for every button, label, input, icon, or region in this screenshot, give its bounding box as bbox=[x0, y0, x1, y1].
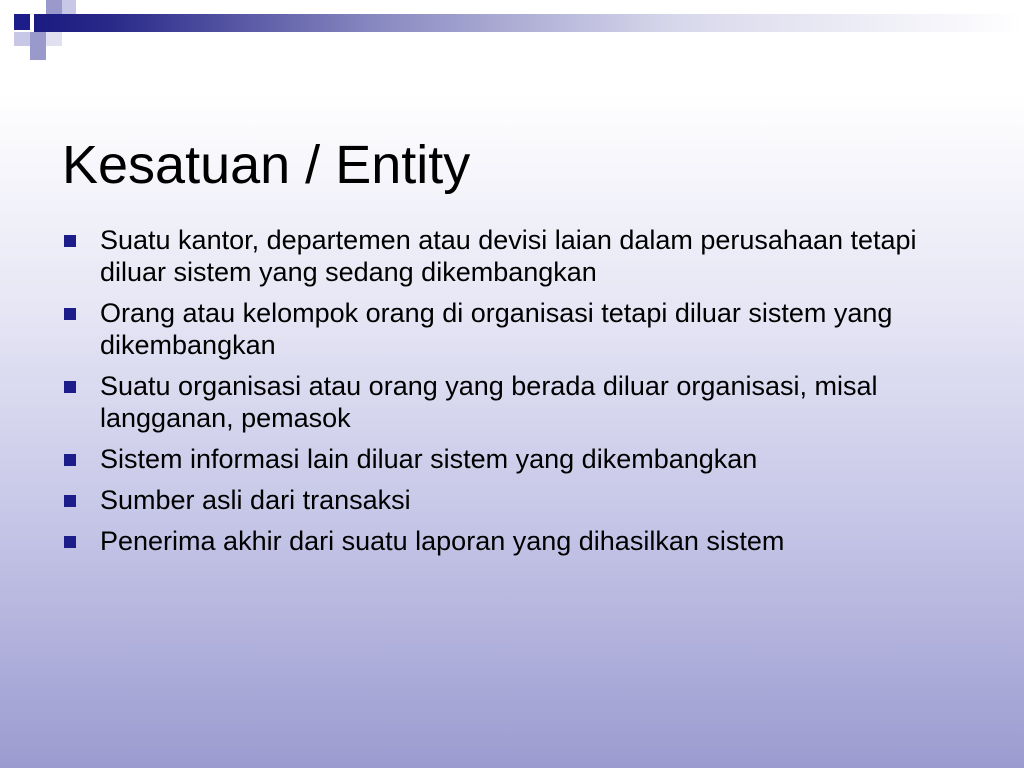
decoration-square bbox=[14, 14, 30, 30]
decoration-square bbox=[14, 32, 30, 46]
square-bullet-icon bbox=[64, 235, 76, 247]
decoration-square bbox=[46, 32, 62, 46]
list-item bbox=[62, 370, 962, 434]
list-item bbox=[62, 297, 962, 361]
square-bullet-icon bbox=[64, 536, 76, 548]
bullet-list bbox=[62, 224, 962, 566]
list-item bbox=[62, 224, 962, 288]
bullet-text: Sistem informasi lain diluar sistem yang dikembangkan bbox=[100, 444, 758, 474]
bullet-text: Sumber asli dari transaksi bbox=[100, 485, 411, 515]
square-bullet-icon bbox=[64, 495, 76, 507]
bullet-text: Orang atau kelompok orang di organisasi tetapi diluar sistem yang dikembangkan bbox=[100, 298, 893, 360]
list-item bbox=[62, 443, 962, 475]
square-bullet-icon bbox=[64, 454, 76, 466]
bullet-text: Penerima akhir dari suatu laporan yang dihasilkan sistem bbox=[100, 526, 785, 556]
header-decoration bbox=[0, 0, 1024, 64]
decoration-square bbox=[30, 32, 46, 46]
bullet-text: Suatu kantor, departemen atau devisi laian dalam perusahaan tetapi diluar sistem yang sedang dikembangkan bbox=[100, 225, 917, 287]
list-item bbox=[62, 525, 962, 557]
decoration-square bbox=[30, 46, 46, 60]
decoration-square bbox=[62, 0, 76, 14]
square-bullet-icon bbox=[64, 308, 76, 320]
slide-title: Kesatuan / Entity bbox=[62, 135, 471, 195]
list-item bbox=[62, 484, 962, 516]
square-bullet-icon bbox=[64, 381, 76, 393]
header-gradient-bar bbox=[34, 14, 1024, 32]
bullet-text: Suatu organisasi atau orang yang berada diluar organisasi, misal langganan, pemasok bbox=[100, 371, 878, 433]
decoration-square bbox=[46, 0, 62, 14]
